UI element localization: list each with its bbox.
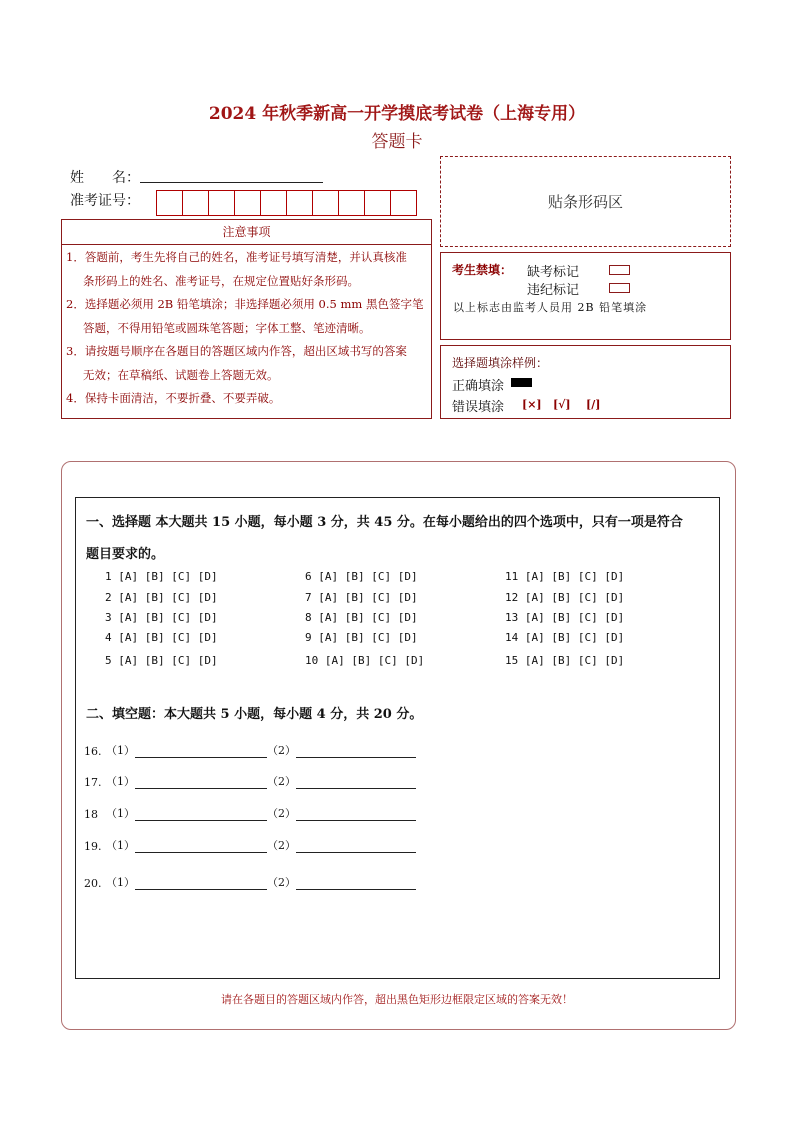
wrong-fill-label: 错误填涂 [452, 400, 505, 415]
choice-question-row[interactable]: 10 [A] [B] [C] [D] [305, 654, 425, 667]
notice-item: 条形码上的姓名、准考证号，在规定位置贴好条形码。 [83, 273, 359, 288]
notice-item: 无效；在草稿纸、试题卷上答题无效。 [83, 367, 279, 382]
part-label: （2） [267, 876, 296, 889]
correct-fill-label: 正确填涂 [452, 379, 505, 394]
notice-item: 答题，不得用铅笔或圆珠笔答题；字体工整、笔迹清晰。 [83, 320, 371, 335]
id-digit-box[interactable] [287, 191, 313, 215]
absent-mark-label: 缺考标记 [527, 265, 580, 280]
fill-blank-row [84, 805, 416, 821]
barcode-area [440, 156, 731, 247]
id-digit-box[interactable] [339, 191, 365, 215]
id-digit-box[interactable] [313, 191, 339, 215]
section1-title: 一、选择题 本大题共 15 小题，每小题 3 分，共 45 分。在每小题给出的四个选项中，只有一项是符合 [86, 515, 683, 530]
footer-warning: 请在各题目的答题区域内作答，超出黑色矩形边框限定区域的答案无效！ [221, 993, 573, 1006]
id-digit-box[interactable] [391, 191, 416, 215]
section1-title-cont: 题目要求的。 [86, 547, 165, 562]
id-digit-box[interactable] [157, 191, 183, 215]
choice-question-row[interactable]: 5 [A] [B] [C] [D] [105, 654, 218, 667]
sheet-subtitle: 答题卡 [371, 132, 423, 152]
id-digit-box[interactable] [261, 191, 287, 215]
choice-question-row[interactable]: 12 [A] [B] [C] [D] [505, 591, 625, 604]
name-field[interactable] [140, 170, 323, 183]
answer-blank[interactable] [135, 840, 267, 853]
choice-question-row[interactable]: 6 [A] [B] [C] [D] [305, 570, 418, 583]
notice-item: 3．请按题号顺序在各题目的答题区域内作答，超出区域书写的答案 [66, 344, 407, 358]
choice-question-row[interactable]: 9 [A] [B] [C] [D] [305, 631, 418, 644]
notice-title: 注意事项 [61, 219, 432, 245]
answer-blank[interactable] [296, 877, 416, 890]
section2-title: 二、填空题：本大题共 5 小题，每小题 4 分，共 20 分。 [86, 707, 423, 722]
answer-blank[interactable] [135, 808, 267, 821]
filled-mark-icon [511, 378, 532, 387]
question-number: 17. [84, 776, 102, 789]
barcode-label: 贴条形码区 [547, 193, 623, 211]
fill-blank-row [84, 837, 416, 853]
choice-question-row[interactable]: 4 [A] [B] [C] [D] [105, 631, 218, 644]
wrong-mark-slash: [/] [586, 398, 601, 411]
part-label: （2） [267, 807, 296, 820]
id-label: 准考证号： [70, 193, 140, 209]
violation-mark-label: 违纪标记 [527, 283, 580, 298]
part-label: （1） [106, 876, 135, 889]
id-digit-box[interactable] [209, 191, 235, 215]
forbidden-note: 以上标志由监考人员用 2B 铅笔填涂 [453, 301, 648, 314]
question-number: 20. [84, 877, 102, 890]
question-number: 16. [84, 745, 102, 758]
wrong-mark-x: [×] [522, 398, 542, 411]
notice-box [61, 244, 432, 419]
question-number: 18 [84, 808, 98, 821]
answer-blank[interactable] [135, 776, 267, 789]
choice-question-row[interactable]: 13 [A] [B] [C] [D] [505, 611, 625, 624]
sample-title: 选择题填涂样例： [452, 356, 549, 370]
id-number-boxes[interactable] [156, 190, 417, 216]
choice-question-row[interactable]: 3 [A] [B] [C] [D] [105, 611, 218, 624]
choice-question-row[interactable]: 14 [A] [B] [C] [D] [505, 631, 625, 644]
notice-item: 2．选择题必须用 2B 铅笔填涂；非选择题必须用 0.5 mm 黑色签字笔 [66, 297, 424, 311]
part-label: （1） [106, 839, 135, 852]
id-digit-box[interactable] [365, 191, 391, 215]
forbidden-label: 考生禁填： [452, 263, 513, 277]
part-label: （1） [106, 807, 135, 820]
fill-blank-row [84, 742, 416, 758]
answer-blank[interactable] [296, 840, 416, 853]
part-label: （2） [267, 744, 296, 757]
choice-question-row[interactable]: 2 [A] [B] [C] [D] [105, 591, 218, 604]
answer-blank[interactable] [296, 808, 416, 821]
fill-sample-box [440, 345, 731, 419]
part-label: （1） [106, 744, 135, 757]
choice-question-row[interactable]: 11 [A] [B] [C] [D] [505, 570, 625, 583]
part-label: （1） [106, 775, 135, 788]
id-digit-box[interactable] [183, 191, 209, 215]
name-label: 姓 名： [70, 170, 140, 186]
wrong-mark-check: [√] [553, 398, 571, 411]
violation-mark-box[interactable] [609, 283, 630, 293]
choice-question-row[interactable]: 8 [A] [B] [C] [D] [305, 611, 418, 624]
question-number: 19. [84, 840, 102, 853]
fill-blank-row [84, 874, 416, 890]
notice-item: 4．保持卡面清洁，不要折叠、不要弄破。 [66, 391, 281, 405]
notice-item: 1．答题前，考生先将自己的姓名，准考证号填写清楚，并认真核准 [66, 250, 407, 264]
exam-title: 2024 年秋季新高一开学摸底考试卷（上海专用） [208, 104, 586, 124]
forbidden-box [440, 252, 731, 340]
choice-question-row[interactable]: 15 [A] [B] [C] [D] [505, 654, 625, 667]
fill-blank-row [84, 773, 416, 789]
answer-blank[interactable] [135, 877, 267, 890]
answer-blank[interactable] [296, 745, 416, 758]
answer-blank[interactable] [296, 776, 416, 789]
choice-question-row[interactable]: 7 [A] [B] [C] [D] [305, 591, 418, 604]
id-digit-box[interactable] [235, 191, 261, 215]
absent-mark-box[interactable] [609, 265, 630, 275]
part-label: （2） [267, 839, 296, 852]
answer-blank[interactable] [135, 745, 267, 758]
part-label: （2） [267, 775, 296, 788]
choice-question-row[interactable]: 1 [A] [B] [C] [D] [105, 570, 218, 583]
